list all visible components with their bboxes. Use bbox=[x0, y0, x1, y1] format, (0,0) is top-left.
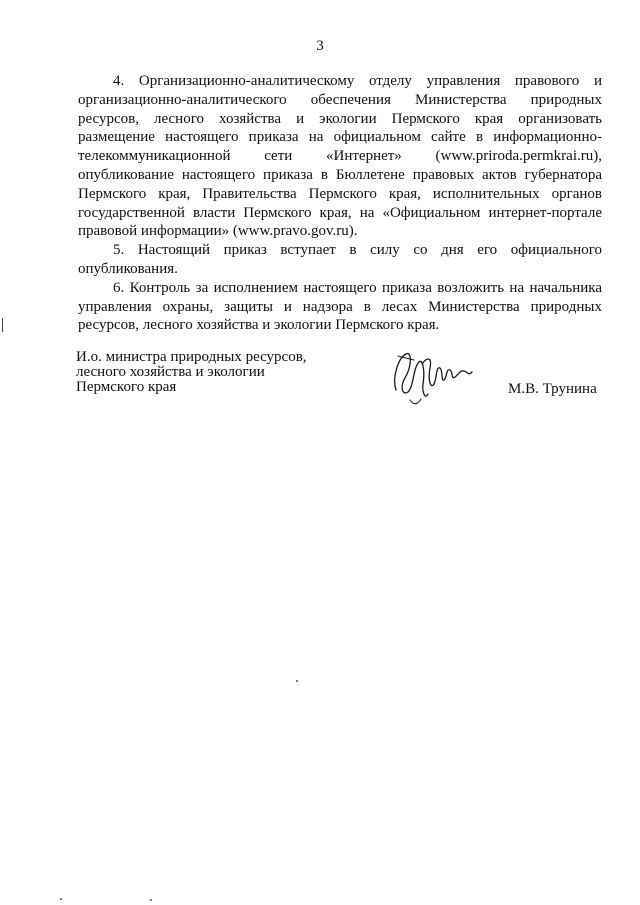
signatory-position-line: Пермского края bbox=[76, 379, 177, 395]
signatory-position bbox=[76, 350, 336, 395]
document-body bbox=[78, 72, 602, 335]
page-number: 3 bbox=[316, 38, 324, 54]
signatory-position-line: И.о. министра природных ресурсов, bbox=[76, 349, 307, 365]
paragraph-4: 4. Организационно-аналитическому отделу управления правового и организационно-аналитического обеспечения Министерства природных ресурсов, лесного хозяйства и экологии Пермского края организовать размещение настоящего приказа на официальном сайте в информационно-телекоммуникационной сети «Интернет» (www.priroda.permkrai.ru), опубликование настоящего приказа в Бюллетене правовых актов губернатора Пермского края, Правительства Пермского края, исполнительных органов государственной власти Пермского края, на «Официальном интернет-портале правовой информации» (www.pravo.gov.ru). bbox=[78, 73, 602, 240]
scan-speck bbox=[150, 899, 152, 901]
scan-speck bbox=[296, 680, 298, 682]
paragraph-6: 6. Контроль за исполнением настоящего приказа возложить на начальника управления охраны, защиты и надзора в лесах Министерства природных ресурсов, лесного хозяйства и экологии Пермского края. bbox=[78, 279, 602, 334]
signatory-position-line: лесного хозяйства и экологии bbox=[76, 364, 265, 380]
scan-margin-mark bbox=[2, 318, 3, 332]
signatory-name: М.В. Трунина bbox=[508, 381, 597, 397]
handwritten-signature bbox=[388, 344, 478, 408]
scan-speck bbox=[60, 898, 62, 900]
paragraph-5: 5. Настоящий приказ вступает в силу со дня его официального опубликования. bbox=[78, 242, 602, 277]
